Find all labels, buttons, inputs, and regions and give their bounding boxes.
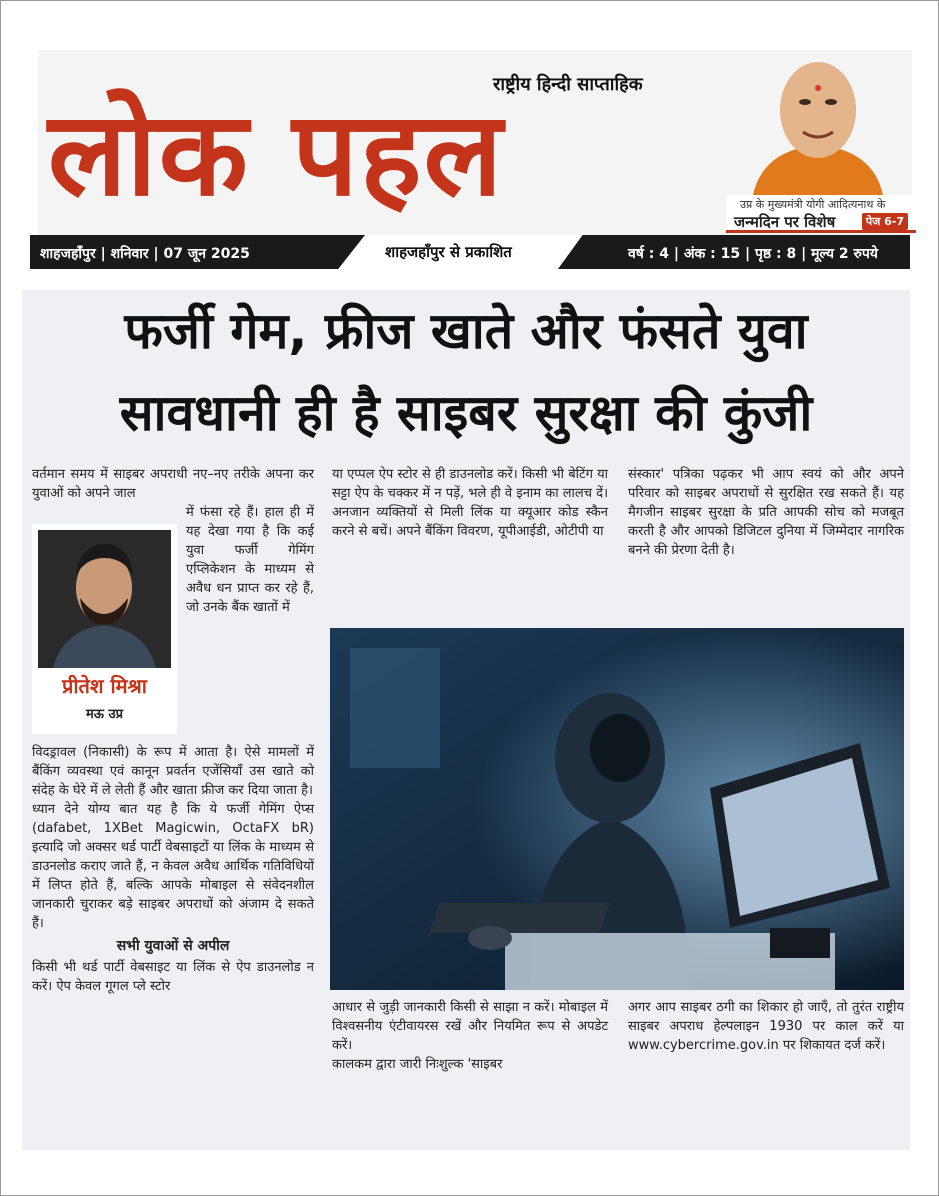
headline-line-1: फर्जी गेम, फ्रीज खाते और फंसते युवा	[124, 302, 808, 360]
subheading-appeal: सभी युवाओं से अपील	[116, 938, 230, 954]
masthead	[38, 50, 912, 235]
col1-wrap	[186, 503, 314, 617]
hacker-image	[330, 628, 904, 990]
col3-top	[628, 465, 904, 560]
col1-para3: किसी भी थर्ड पार्टी वेबसाइट या लिंक से ऐप डाउनलोड न करें। ऐप केवल गूगल प्ले स्टोर	[32, 960, 314, 994]
info-bar	[0, 232, 939, 272]
date-line: शाहजहाँपुर | शनिवार | 07 जून 2025	[40, 246, 250, 262]
author-photo	[38, 530, 171, 668]
cm-portrait-image	[743, 50, 893, 195]
col2-top-text: या एप्पल ऐप स्टोर से ही डाउनलोड करें। किसी भी बेटिंग या सट्टा ऐप के चक्कर में न पड़ें, भले ही वे इनाम का लालच दें। अनजान व्यक्तियों से मिली लिंक या क्यूआर कोड स्कैन करने से बचें। अपने बैंकिंग विवरण, यूपीआईडी, ओटीपी या	[332, 467, 608, 539]
cm-line-1: उप्र के मुख्यमंत्री योगी आदित्यनाथ के	[740, 198, 886, 211]
col1-intro-text: वर्तमान समय में साइबर अपराधी नए–नए तरीके अपना कर युवाओं को अपने जाल	[32, 467, 314, 501]
author-box	[32, 524, 177, 734]
col1-intro	[32, 465, 314, 503]
cm-birthday-strip	[726, 195, 916, 233]
cm-line-2: जन्मदिन पर विशेष	[734, 213, 836, 231]
page-badge: पेज 6-7	[862, 213, 908, 230]
col2-bottom	[332, 998, 608, 1074]
headline-line-2: सावधानी ही है साइबर सुरक्षा की कुंजी	[119, 384, 813, 442]
tagline: राष्ट्रीय हिन्दी साप्ताहिक	[493, 74, 643, 95]
col2-bottom-text-2: कालकम द्वारा जारी निःशुल्क 'साइबर	[332, 1057, 503, 1072]
col1-wrap-text: में फंसा रहे हैं। हाल ही में यह देखा गया है कि कई युवा फर्जी गेमिंग एप्लिकेशन के माध्यम से अवैध धन प्राप्त कर रहे हैं, जो उनके बैंक खातों में	[186, 505, 314, 615]
newspaper-title: लोक पहल	[48, 87, 505, 222]
col3-bottom	[628, 998, 904, 1055]
issue-details: वर्ष : 4 | अंक : 15 | पृष्ठ : 8 | मूल्य 2 रुपये	[628, 246, 878, 262]
author-name: प्रीतेश मिश्रा	[61, 674, 147, 698]
col3-bottom-text: अगर आप साइबर ठगी का शिकार हो जाएँ, तो तुरंत राष्ट्रीय साइबर अपराध हेल्पलाइन 1930 पर काल करें या www.cybercrime.gov.in पर शिकायत दर्ज करें।	[628, 1000, 904, 1053]
col2-top	[332, 465, 608, 541]
col3-top-text: संस्कार' पत्रिका पढ़कर भी आप स्वयं को और अपने परिवार को साइबर अपराधों से सुरक्षित रख सकते हैं। यह मैगजीन साइबर सुरक्षा के प्रति आपकी सोच को मजबूत करती है और आपको डिजिटल दुनिया में जिम्मेदार नागरिक बनने की प्रेरणा देती है।	[628, 467, 904, 558]
author-place: मऊ उप्र	[85, 707, 124, 722]
col1-rest	[32, 743, 314, 996]
col2-bottom-text: आधार से जुड़ी जानकारी किसी से साझा न करें। मोबाइल में विश्वसनीय एंटीवायरस रखें और नियमित रूप से अपडेट करें।	[332, 1000, 608, 1053]
col1-para2: ध्यान देने योग्य बात यह है कि ये फर्जी गेमिंग ऐप्स (dafabet, 1XBet Magicwin, OctaFX bR) इत्यादि जो अक्सर थर्ड पार्टी वेबसाइटों या लिंक के माध्यम से डाउनलोड कराए जाते हैं, न केवल अवैध आर्थिक गतिविधियों में लिप्त होते हैं, बल्कि आपके मोबाइल से संवेदनशील जानकारी चुराकर बड़े साइबर अपराधों को अंजाम दे सकते हैं।	[32, 802, 314, 931]
published-from: शाहजहाँपुर से प्रकाशित	[385, 243, 512, 261]
article	[22, 290, 910, 1150]
col1-rest-text: विदड्रावल (निकासी) के रूप में आता है। ऐसे मामलों में बैंकिंग व्यवस्था एवं कानून प्रवर्तन एजेंसियाँ उस खाते को संदेह के घेरे में ले लेती हैं और खाता फ्रीज कर दिया जाता है।	[32, 745, 314, 798]
